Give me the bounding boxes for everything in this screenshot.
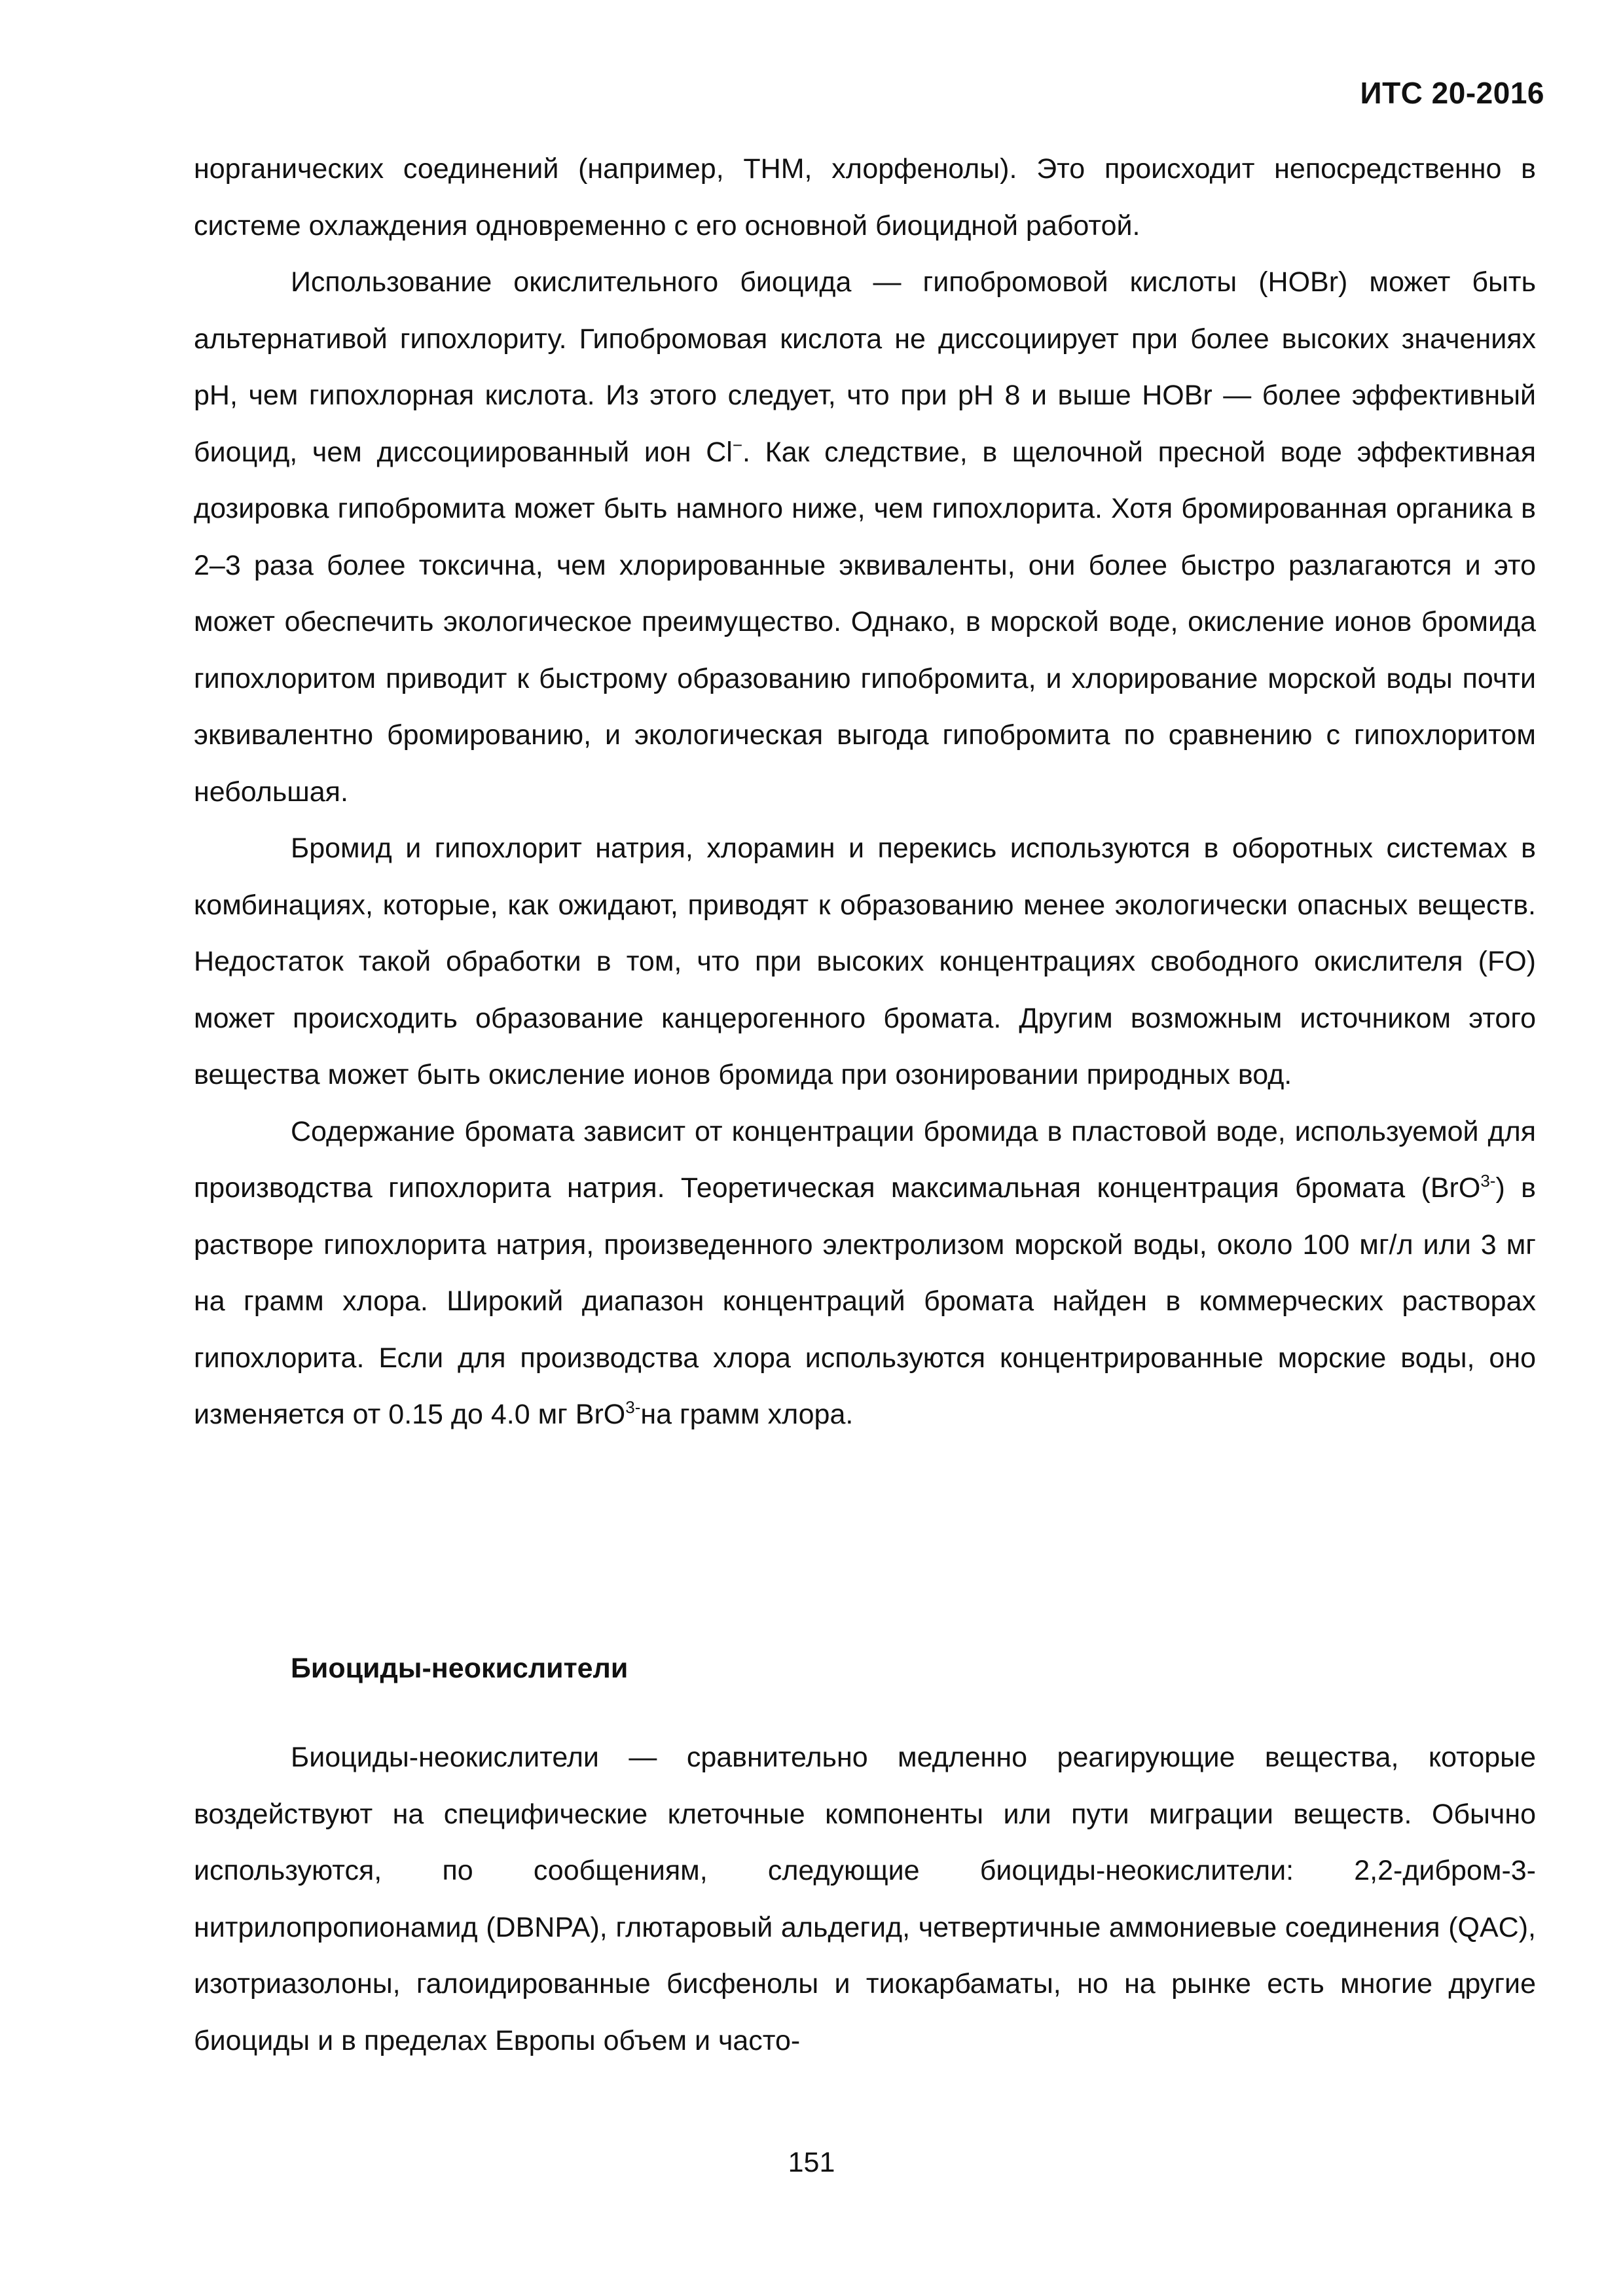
bromate-superscript-2: 3- xyxy=(625,1397,641,1417)
paragraph-bromate-part-b: ) в растворе гипохлорита натрия, произведенного электролизом морской воды, около 100 мг/л или 3 мг на грамм хлора. Широкий диапазон концентраций бромата найден в коммерческих растворах гипохлорита. Если для производства хлора используются концентрированные морские воды, оно изменяется от 0.15 до 4.0 мг BrO xyxy=(194,1172,1536,1430)
paragraph-bromate-part-c: на грамм хлора. xyxy=(640,1399,854,1430)
document-id-header: ИТС 20-2016 xyxy=(1360,76,1544,110)
paragraph-hobr-part-a: Использование окислительного биоцида — гипобромовой кислоты (HOBr) может быть альтернативой гипохлориту. Гипобромовая кислота не диссоциирует при более высоких значениях pH, чем гипохлорная кислота. Из этого следует, что при pH 8 и выше HOBr — более эффективный биоцид, чем диссоциированный ион Cl xyxy=(194,266,1536,468)
paragraph-bromate xyxy=(194,1103,1536,1443)
main-text xyxy=(194,141,1536,1443)
paragraph-hobr xyxy=(194,254,1536,820)
paragraph-continuation: норганических соединений (например, THM, хлорфенолы). Это происходит непосредственно в системе охлаждения одновременно с его основной биоцидной работой. xyxy=(194,153,1536,242)
page-number: 151 xyxy=(788,2147,835,2178)
section-heading: Биоциды-неокислители xyxy=(291,1653,629,1684)
paragraph-non-oxidizing: Биоциды-неокислители — сравнительно медленно реагирующие вещества, которые воздействуют на специфические клеточные компоненты или пути миграции веществ. Обычно используются, по сообщениям, следующие биоциды-неокислители: 2,2-дибром-3-нитрилопропионамид (DBNPA), глютаровый альдегид, четвертичные аммониевые соединения (QAC), изотриазолоны, галоидированные бисфенолы и тиокарбаматы, но на рынке есть многие другие биоциды и в пределах Европы объем и часто- xyxy=(194,1742,1536,2056)
paragraph-bromide: Бромид и гипохлорит натрия, хлорамин и перекись используются в оборотных системах в комбинациях, которые, как ожидают, приводят к образованию менее экологически опасных веществ. Недостаток такой обработки в том, что при высоких концентрациях свободного окислителя (FO) может происходить образование канцерогенного бромата. Другим возможным источником этого вещества может быть окисление ионов бромида при озонировании природных вод. xyxy=(194,833,1536,1090)
paragraph-hobr-part-b: . Как следствие, в щелочной пресной воде эффективная дозировка гипобромита может быть намного ниже, чем гипохлорита. Хотя бромированная органика в 2–3 раза более токсична, чем хлорированные эквиваленты, они более быстро разлагаются и это может обеспечить экологическое преимущество. Однако, в морской воде, окисление ионов бромида гипохлоритом приводит к быстрому образованию гипобромита, и хлорирование морской воды почти эквивалентно бромированию, и экологическая выгода гипобромита по сравнению с гипохлоритом небольшая. xyxy=(194,436,1536,808)
bromate-superscript-1: 3- xyxy=(1480,1171,1496,1191)
paragraph-bromate-part-a: Содержание бромата зависит от концентрации бромида в пластовой воде, используемой для производства гипохлорита натрия. Теоретическая максимальная концентрация бромата (BrO xyxy=(194,1115,1536,1204)
main-text-continued xyxy=(194,1729,1536,2069)
chloride-superscript: − xyxy=(732,435,743,455)
